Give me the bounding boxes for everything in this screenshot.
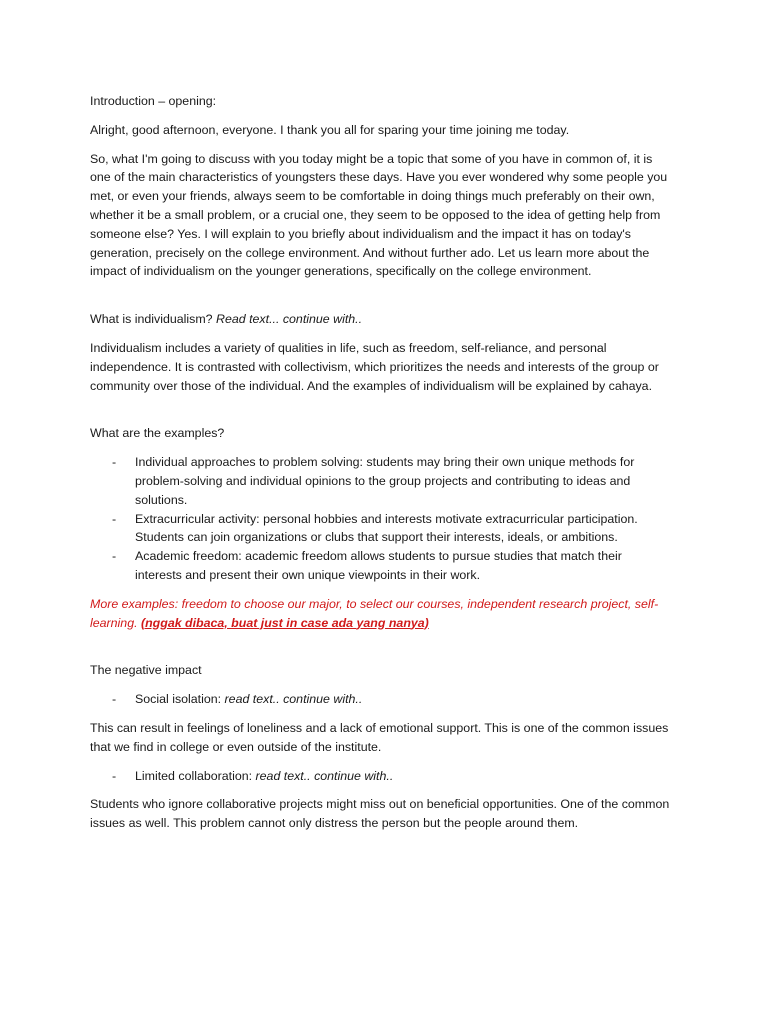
definition-cue: Read text... continue with.. — [216, 312, 363, 327]
social-isolation-cue: read text.. continue with.. — [224, 692, 363, 707]
list-item-text: Extracurricular activity: personal hobbies and interests motivate extracurricular participation. Students can join organizations or clubs that support their interests, ideals, or ambitions. — [135, 511, 638, 545]
examples-heading: What are the examples? — [90, 426, 225, 441]
list-item-text: Individual approaches to problem solving: students may bring their own unique methods for problem-solving and individual opinions to the group projects and contributing to ideas and solutions. — [135, 455, 635, 507]
list-item — [90, 510, 672, 548]
list-item — [90, 453, 672, 509]
definition-question-line — [90, 310, 672, 329]
negative-list-2 — [90, 767, 672, 786]
more-examples — [90, 595, 672, 633]
spacer — [90, 642, 672, 661]
spacer — [90, 405, 672, 424]
spacer — [90, 291, 672, 310]
bullet-dash: - — [112, 511, 117, 526]
list-item-text: Academic freedom: academic freedom allows students to pursue studies that match their interests and present their own unique viewpoints in their work. — [135, 549, 622, 582]
intro-greeting: Alright, good afternoon, everyone. I thank you all for sparing your time joining me today. — [90, 122, 570, 137]
more-examples-text: More examples: freedom to choose our major, to select our courses, independent research project, self-learning. — [90, 596, 659, 630]
social-isolation-body: This can result in feelings of loneliness and a lack of emotional support. This is one of the common issues that we find in college or even outside of the institute. — [90, 720, 669, 754]
intro-heading: Introduction – opening: — [90, 94, 217, 108]
limited-collaboration-body: Students who ignore collaborative projects might miss out on beneficial opportunities. One of the common issues as well. This problem cannot only distress the person but the people around them. — [90, 797, 670, 831]
definition-question: What is individualism? — [90, 312, 217, 327]
speaker-note: (nggak dibaca, buat just in case ada yang nanya) — [140, 615, 429, 630]
intro-body: So, what I'm going to discuss with you today might be a topic that some of you have in common of, it is one of the main characteristics of youngsters these days. Have you ever wondered why some people you met, or even your friends, always seem to be comfortable in doing things much preferably on their own, whether it be a small problem, or a crucial one, they seem to be opposed to the idea of getting help from someone else? Yes. I will explain to you briefly about individualism and the impact it has on today's generation, precisely on the college environment. And without further ado. Let us learn more about the impact of individualism on the younger generations, specifically on the college environment. — [90, 151, 668, 279]
definition-body: Individualism includes a variety of qualities in life, such as freedom, self-reliance, and personal independence. It is contrasted with collectivism, which prioritizes the needs and interests of the group or community over those of the individual. And the examples of individualism will be explained by cahaya. — [90, 340, 659, 393]
list-item — [90, 690, 672, 709]
negative-heading: The negative impact — [90, 663, 202, 678]
bullet-dash: - — [112, 692, 117, 707]
list-item — [90, 767, 672, 786]
limited-collaboration-label: Limited collaboration: — [135, 768, 256, 783]
list-item — [90, 547, 672, 585]
examples-list — [90, 453, 672, 585]
limited-collaboration-cue: read text.. continue with.. — [255, 768, 394, 783]
bullet-dash: - — [112, 768, 117, 783]
bullet-dash: - — [112, 549, 117, 564]
negative-list-1 — [90, 690, 672, 709]
bullet-dash: - — [112, 455, 117, 470]
social-isolation-label: Social isolation: — [135, 692, 225, 707]
